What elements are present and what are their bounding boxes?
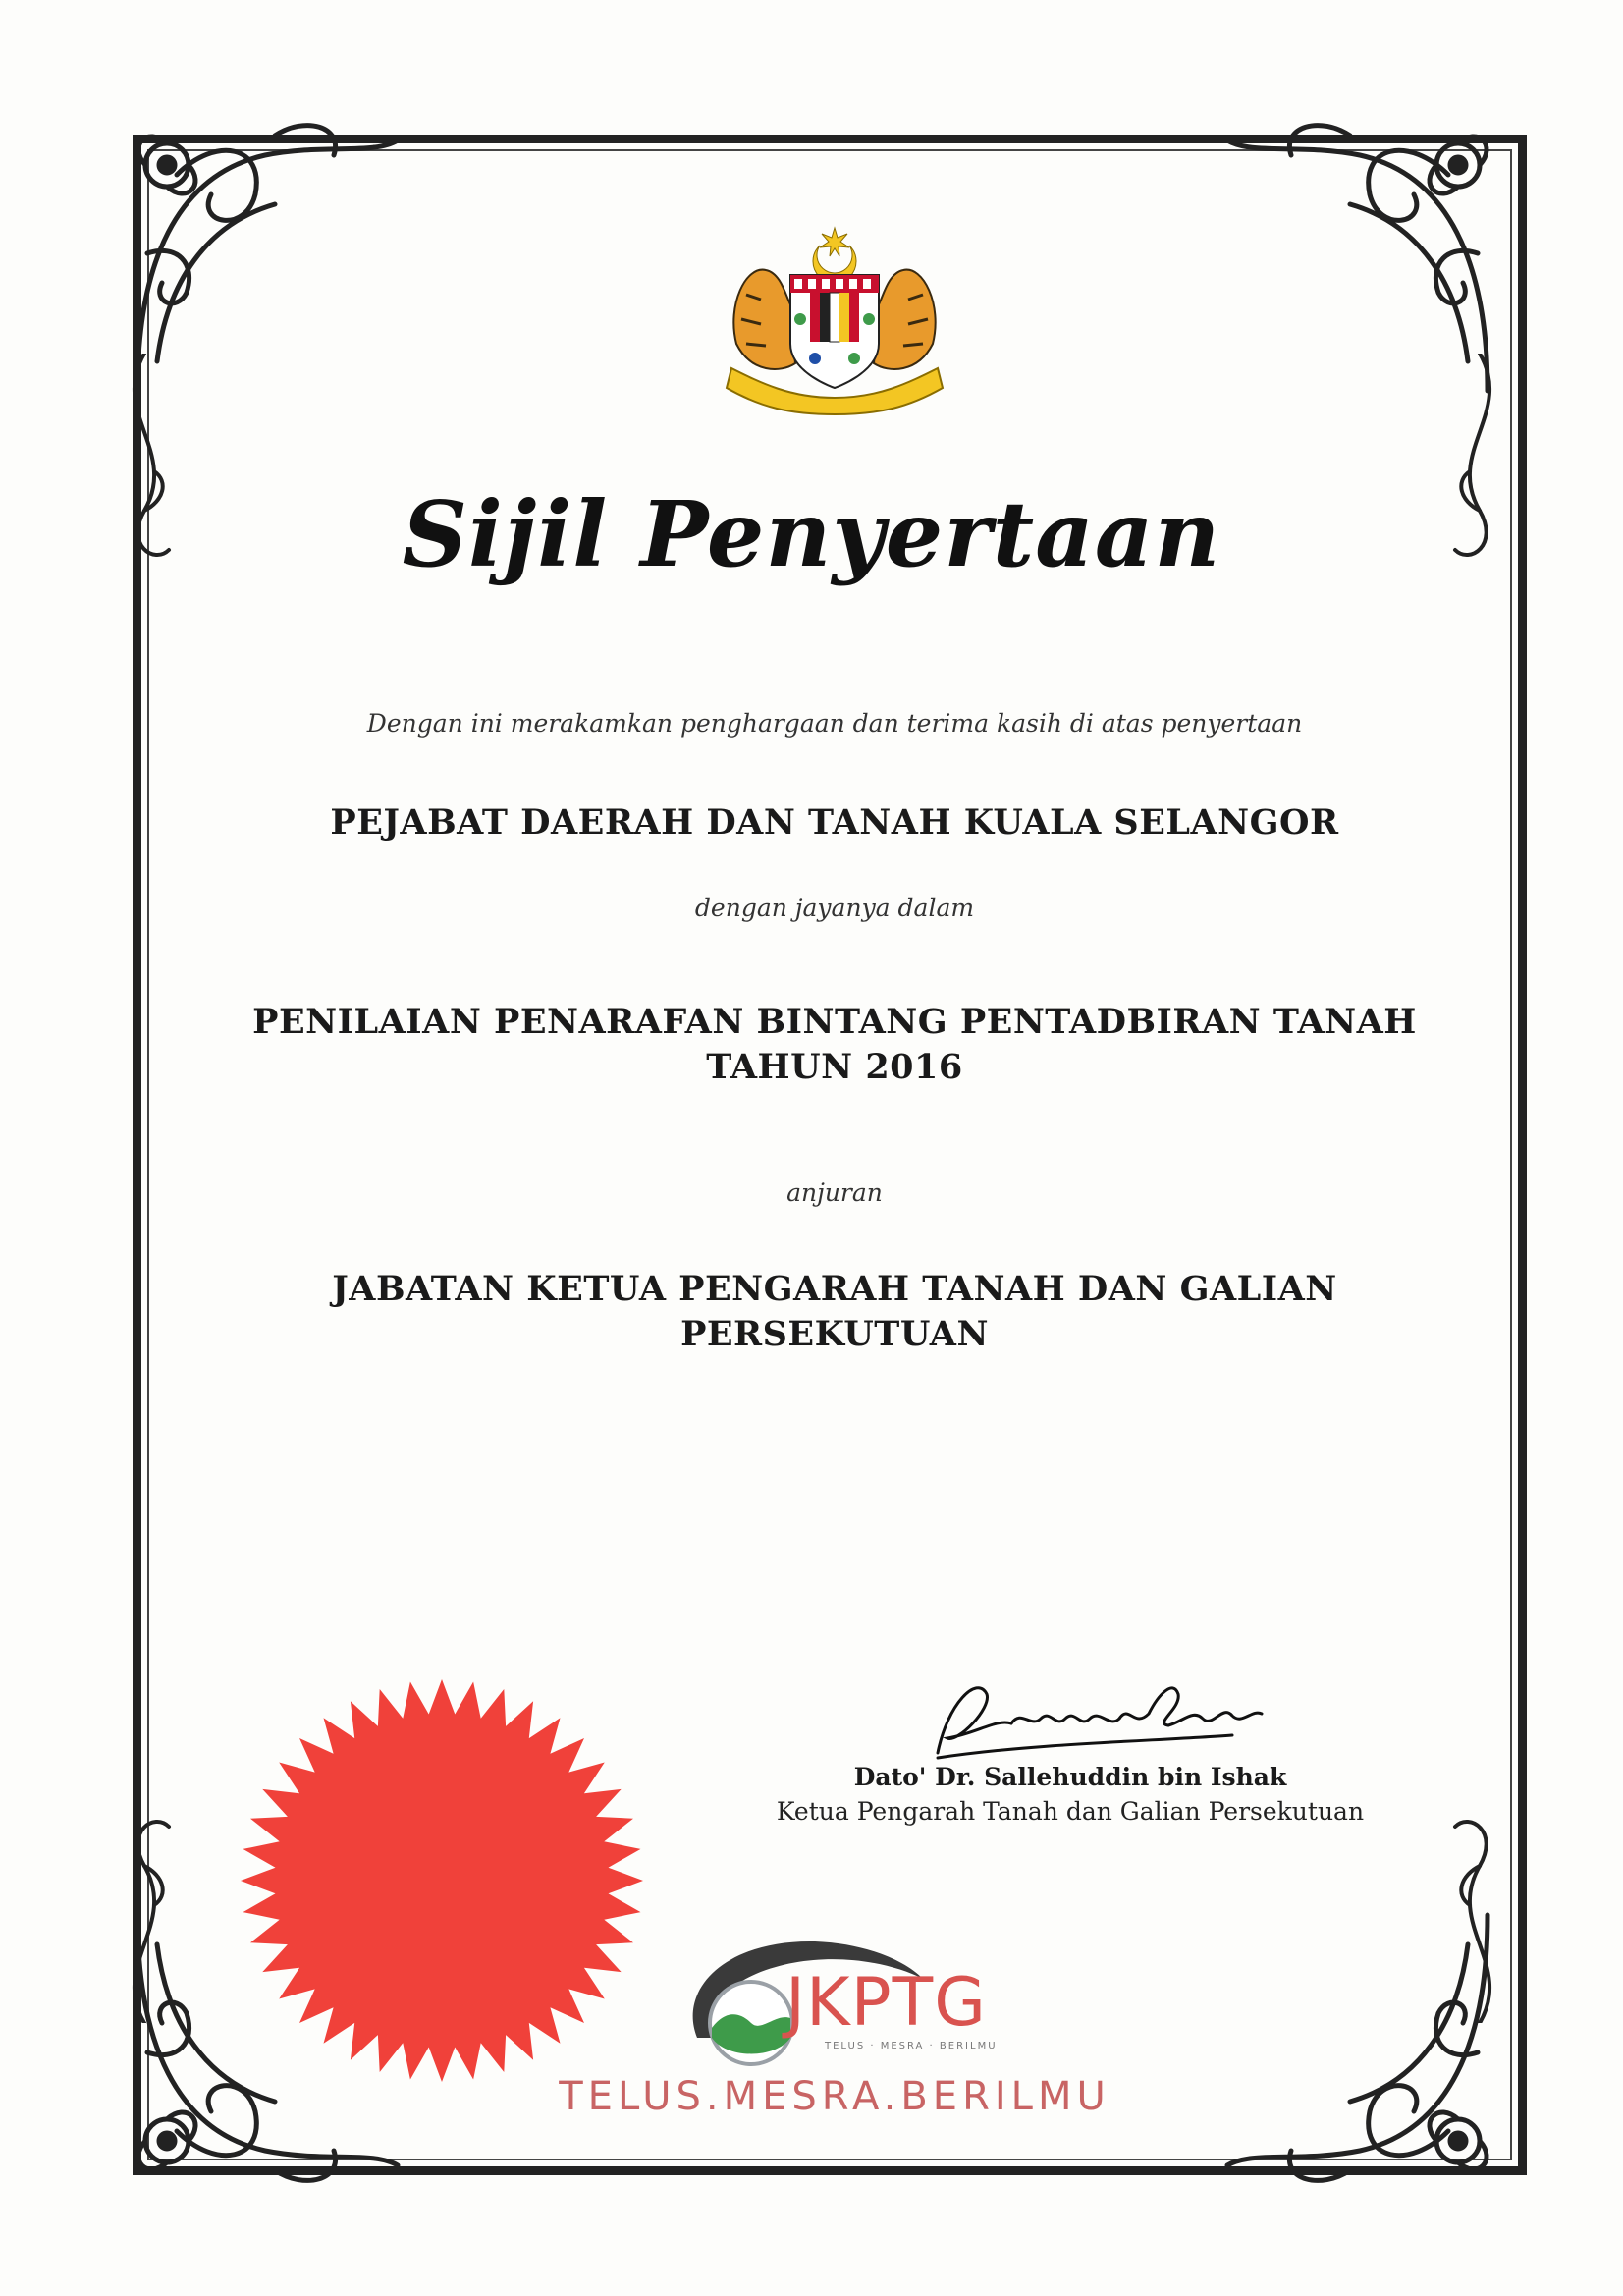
jkptg-logo-text: JKPTG bbox=[785, 1964, 987, 2042]
red-starburst-seal-icon bbox=[236, 1674, 648, 2087]
handwritten-signature bbox=[918, 1665, 1271, 1763]
malaysia-coat-of-arms-icon bbox=[722, 226, 947, 417]
jkptg-logo-tagline: TELUS · MESRA · BERILMU bbox=[825, 2041, 998, 2051]
event-line-1: PENILAIAN PENARAFAN BINTANG PENTADBIRAN TANAH bbox=[252, 1002, 1417, 1042]
organizer-line-2: PERSEKUTUAN bbox=[680, 1314, 989, 1354]
certificate-title: Sijil Penyertaan bbox=[402, 481, 1221, 587]
signer-name: Dato' Dr. Sallehuddin bin Ishak bbox=[853, 1763, 1287, 1791]
event-name bbox=[196, 1000, 1473, 1090]
motto-text: TELUS.MESRA.BERILMU bbox=[559, 2074, 1110, 2119]
connector-text-2: anjuran bbox=[786, 1178, 883, 1207]
organizer-line-1: JABATAN KETUA PENGARAH TANAH DAN GALIAN bbox=[332, 1269, 1337, 1309]
organizer-name bbox=[196, 1267, 1473, 1357]
intro-text: Dengan ini merakamkan penghargaan dan terima kasih di atas penyertaan bbox=[366, 709, 1303, 738]
connector-text-1: dengan jayanya dalam bbox=[694, 894, 975, 922]
side-scroll-ornament-right-bottom bbox=[1435, 1807, 1524, 2023]
signer-title: Ketua Pengarah Tanah dan Galian Persekutuan bbox=[776, 1797, 1365, 1826]
event-line-2: TAHUN 2016 bbox=[706, 1047, 963, 1087]
side-scroll-ornament-left-bottom bbox=[100, 1807, 189, 2023]
recipient-name: PEJABAT DAERAH DAN TANAH KUALA SELANGOR bbox=[330, 802, 1339, 843]
